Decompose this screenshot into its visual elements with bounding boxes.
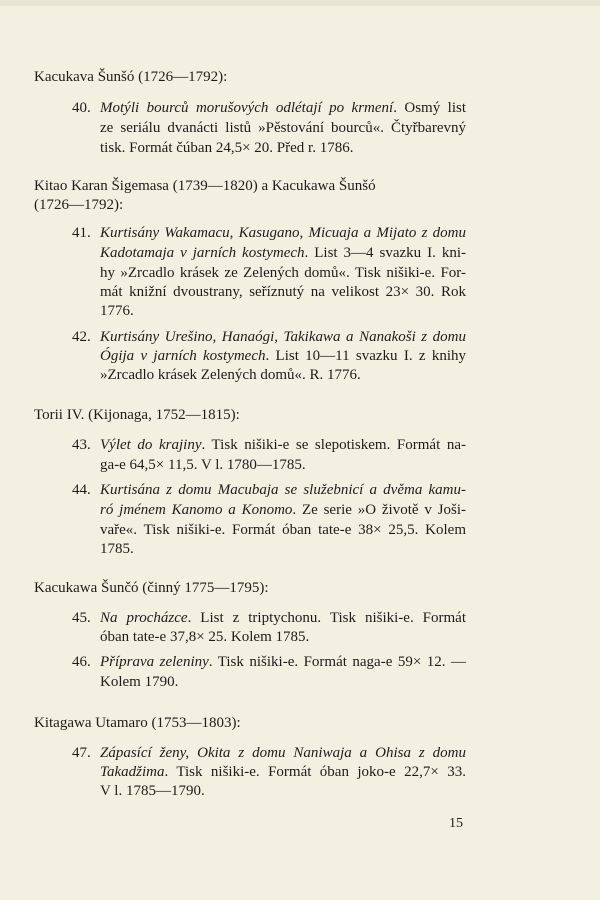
artwork-title: Kurtisána z domu Macubaja se služebnicí a dvěma kamu-: [100, 482, 466, 498]
entry-description: hy »Zrcadlo krásek ze Zelených domů«. Tisk nišiki-e. For-: [100, 265, 466, 281]
entry-text-line: [100, 263, 466, 283]
entry-description: 1776.: [100, 303, 134, 319]
artwork-title: Ógija v jarních kostymech: [100, 348, 266, 364]
entry-text-line: [100, 138, 466, 158]
entry-text-line: [100, 223, 466, 243]
entry-number: 47.: [72, 745, 91, 761]
entry-text-line: [100, 762, 466, 782]
entry-description: V l. 1785—1790.: [100, 783, 205, 799]
artwork-title: Výlet do krajiny: [100, 437, 202, 453]
entry-description: . Tisk nišiki-e. Formát óban joko-e 22,7× 33.: [164, 764, 466, 780]
entry-text-line: [100, 435, 466, 455]
artwork-title: Kadotamaja v jarních kostymech: [100, 245, 305, 261]
entry-text-line: [100, 118, 466, 138]
entry-text-line: [100, 781, 466, 801]
section-heading: Kitagawa Utamaro (1753—1803):: [34, 715, 241, 731]
entry-text-line: [100, 743, 466, 763]
entry-description: . List z triptychonu. Tisk nišiki-e. Formát: [187, 610, 466, 626]
entry-text-line: [100, 652, 466, 672]
artwork-title: Kurtisány Wakamacu, Kasugano, Micuaja a Mijato z domu: [100, 225, 466, 241]
entry-description: óban tate-e 37,8× 25. Kolem 1785.: [100, 629, 310, 645]
entry-number: 45.: [72, 610, 91, 626]
entry-number: 44.: [72, 482, 91, 498]
entry-description: tisk. Formát čúban 24,5× 20. Před r. 1786.: [100, 140, 354, 156]
entry-text-line: [100, 520, 466, 540]
entry-description: . Tisk nišiki-e se slepotiskem. Formát na-: [201, 437, 466, 453]
artwork-title: Takadžima: [100, 764, 165, 780]
entry-description: . Tisk nišiki-e. Formát naga-e 59× 12. —: [208, 654, 467, 670]
entry-description: ga-e 64,5× 11,5. V l. 1780—1785.: [100, 457, 306, 473]
artwork-title: Kurtisány Urešino, Hanaógi, Takikawa a Nanakoši z domu: [100, 329, 466, 345]
artwork-title: Motýli bourců morušových odlétají po krmení: [100, 100, 394, 116]
artwork-title: Zápasící ženy, Okita z domu Naniwaja a Ohisa z domu: [100, 745, 466, 761]
section-heading: Kacukawa Šunčó (činný 1775—1795):: [34, 580, 269, 596]
entry-description: »Zrcadlo krásek Zelených domů«. R. 1776.: [100, 367, 361, 383]
page-top-edge: [0, 0, 600, 6]
section-heading: Kacukava Šunšó (1726—1792):: [34, 69, 228, 85]
entry-number: 43.: [72, 437, 91, 453]
artwork-title: Příprava zeleniny: [100, 654, 209, 670]
entry-text-line: [100, 627, 466, 647]
page-number: 15: [449, 816, 463, 831]
entry-text-line: [100, 365, 466, 385]
entry-description: . List 10—11 svazku I. z knihy: [265, 348, 466, 364]
entry-text-line: [100, 98, 466, 118]
artwork-title: ró jménem Kanomo a Konomo: [100, 502, 293, 518]
section-heading: (1726—1792):: [34, 197, 124, 213]
entry-description: . Ze serie »O životě v Joši-: [292, 502, 466, 518]
entry-text-line: [100, 480, 466, 500]
entry-number: 46.: [72, 654, 91, 670]
artwork-title: Na procházce: [100, 610, 188, 626]
entry-description: vaře«. Tisk nišiki-e. Formát óban tate-e 38× 25,5. Kolem: [100, 522, 466, 538]
entry-text-line: [100, 455, 466, 475]
section-heading: Kitao Karan Šigemasa (1739—1820) a Kacukawa Šunšó: [34, 178, 376, 194]
entry-text-line: [100, 500, 466, 520]
entry-text-line: [100, 672, 466, 692]
entry-text-line: [100, 243, 466, 263]
entry-text-line: [100, 301, 466, 321]
entry-text-line: [100, 282, 466, 302]
entry-number: 40.: [72, 100, 91, 116]
section-heading: Torii IV. (Kijonaga, 1752—1815):: [34, 407, 240, 423]
entry-number: 41.: [72, 225, 91, 241]
entry-text-line: [100, 539, 466, 559]
entry-description: . List 3—4 svazku I. kni-: [304, 245, 466, 261]
entry-description: ze seriálu dvanácti listů »Pěstování bourců«. Čtyřbarevný: [100, 120, 466, 136]
entry-text-line: [100, 327, 466, 347]
entry-description: 1785.: [100, 541, 134, 557]
entry-description: . Osmý list: [393, 100, 466, 116]
entry-description: mát knižní dvoustrany, seříznutý na velikost 23× 30. Rok: [100, 284, 466, 300]
entry-number: 42.: [72, 329, 91, 345]
entry-text-line: [100, 608, 466, 628]
entry-text-line: [100, 346, 466, 366]
entry-description: Kolem 1790.: [100, 674, 179, 690]
